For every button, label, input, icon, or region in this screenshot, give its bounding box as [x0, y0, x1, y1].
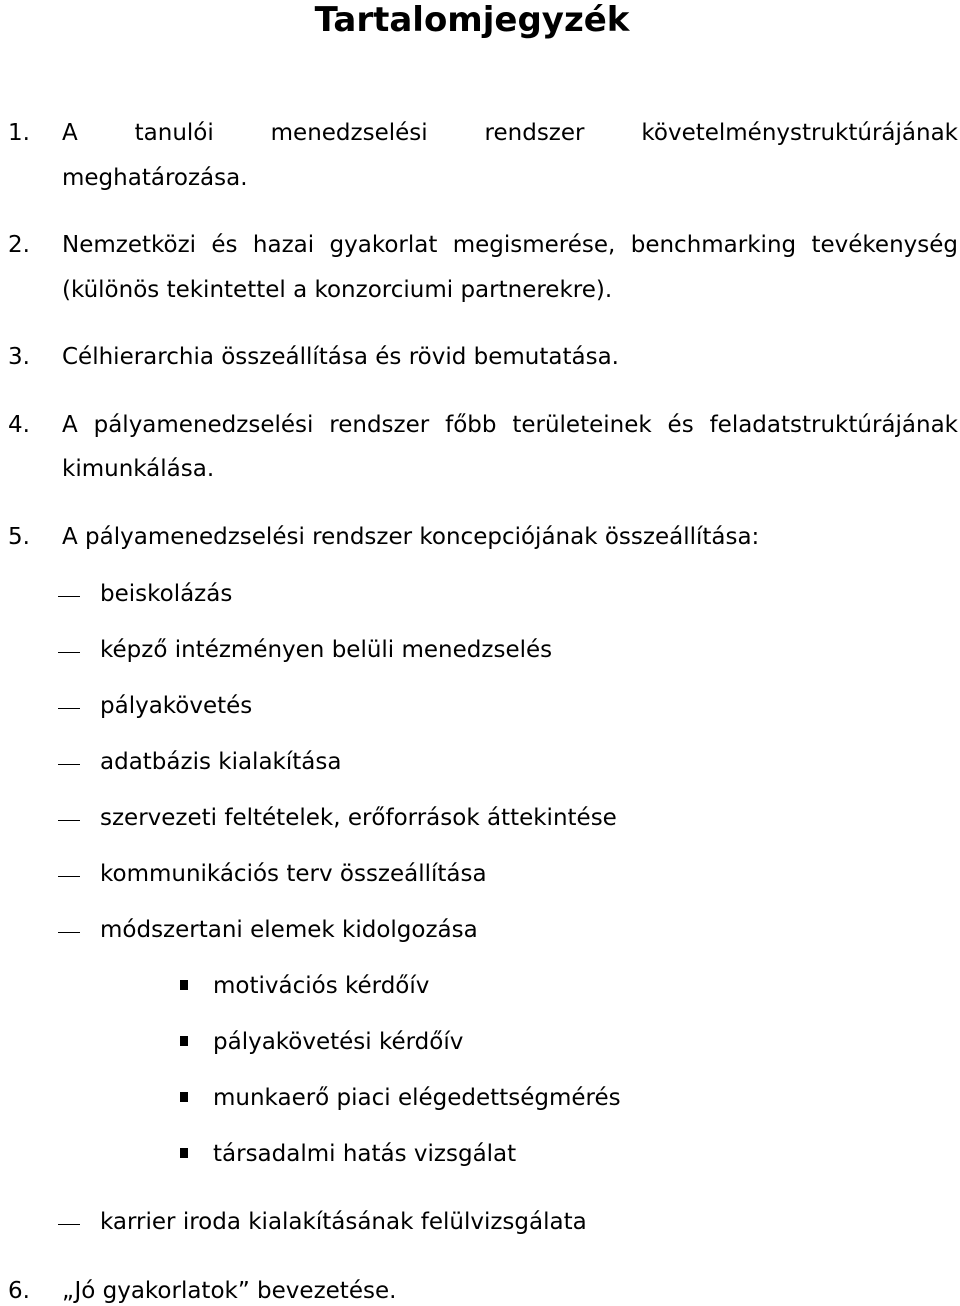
- sub-sub-item: munkaerő piaci elégedettségmérés: [213, 1085, 621, 1111]
- item-text-continuation: (különös tekintettel a konzorciumi partnerekre).: [62, 277, 613, 303]
- item-number: 5.: [8, 524, 30, 550]
- sub-item: adatbázis kialakítása: [100, 749, 342, 775]
- item-number: 3.: [8, 344, 30, 370]
- item-text-continuation: meghatározása.: [62, 165, 248, 191]
- page-title: Tartalomjegyzék: [314, 0, 630, 40]
- sub-item: pályakövetés: [100, 693, 253, 719]
- square-bullet: [180, 1092, 188, 1102]
- dash-bullet: [58, 876, 80, 877]
- sub-sub-item: társadalmi hatás vizsgálat: [213, 1141, 517, 1167]
- item-number: 2.: [8, 232, 30, 258]
- sub-item: módszertani elemek kidolgozása: [100, 917, 478, 943]
- dash-bullet: [58, 596, 80, 597]
- sub-item: beiskolázás: [100, 581, 233, 607]
- sub-item: karrier iroda kialakításának felülvizsgálata: [100, 1209, 587, 1235]
- square-bullet: [180, 980, 188, 990]
- sub-item: képző intézményen belüli menedzselés: [100, 637, 553, 663]
- dash-bullet: [58, 1224, 80, 1225]
- sub-item: kommunikációs terv összeállítása: [100, 861, 487, 887]
- item-number: 6.: [8, 1278, 30, 1304]
- item-text: A tanulói menedzselési rendszer követelménystruktúrájának: [62, 120, 958, 146]
- item-text: A pályamenedzselési rendszer koncepciójának összeállítása:: [62, 524, 760, 550]
- dash-bullet: [58, 764, 80, 765]
- item-text: Célhierarchia összeállítása és rövid bemutatása.: [62, 344, 619, 370]
- square-bullet: [180, 1148, 188, 1158]
- item-text: „Jó gyakorlatok” bevezetése.: [62, 1278, 397, 1304]
- sub-sub-item: motivációs kérdőív: [213, 973, 430, 999]
- item-text-continuation: kimunkálása.: [62, 456, 215, 482]
- dash-bullet: [58, 932, 80, 933]
- dash-bullet: [58, 652, 80, 653]
- item-number: 4.: [8, 412, 30, 438]
- dash-bullet: [58, 708, 80, 709]
- dash-bullet: [58, 820, 80, 821]
- item-number: 1.: [8, 120, 30, 146]
- square-bullet: [180, 1036, 188, 1046]
- sub-sub-item: pályakövetési kérdőív: [213, 1029, 464, 1055]
- item-text: Nemzetközi és hazai gyakorlat megismerése, benchmarking tevékenység: [62, 232, 958, 258]
- item-text: A pályamenedzselési rendszer főbb területeinek és feladatstruktúrájának: [62, 412, 958, 438]
- sub-item: szervezeti feltételek, erőforrások áttekintése: [100, 805, 617, 831]
